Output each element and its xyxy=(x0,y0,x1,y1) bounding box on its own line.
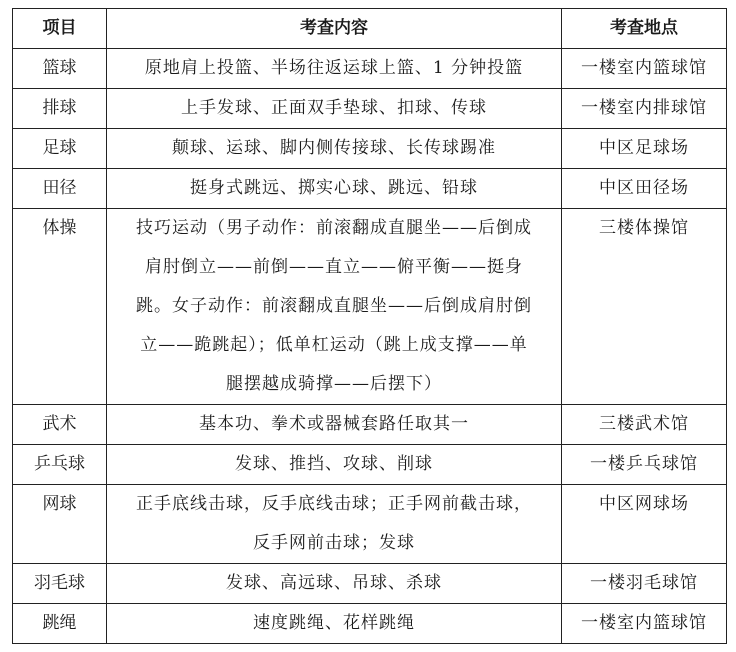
cell-place: 中区网球场 xyxy=(562,485,727,564)
cell-place: 一楼乒乓球馆 xyxy=(562,445,727,485)
cell-content xyxy=(107,604,562,644)
cell-place: 中区田径场 xyxy=(562,169,727,209)
cell-item: 篮球 xyxy=(13,49,107,89)
cell-content xyxy=(107,169,562,209)
content-line: 跳。女子动作：前滚翻成直腿坐——后倒成肩肘倒 xyxy=(136,296,532,316)
cell-place: 一楼羽毛球馆 xyxy=(562,564,727,604)
cell-item: 羽毛球 xyxy=(13,564,107,604)
cell-place: 一楼室内篮球馆 xyxy=(562,604,727,644)
content-line: 发球、高远球、吊球、杀球 xyxy=(226,573,442,593)
content-line: 上手发球、正面双手垫球、扣球、传球 xyxy=(181,98,487,118)
cell-item: 田径 xyxy=(13,169,107,209)
table-row xyxy=(13,604,727,644)
table-row xyxy=(13,485,727,564)
cell-item: 体操 xyxy=(13,209,107,405)
cell-content xyxy=(107,49,562,89)
header-item: 项目 xyxy=(13,9,107,49)
cell-item: 足球 xyxy=(13,129,107,169)
cell-place: 一楼室内篮球馆 xyxy=(562,49,727,89)
content-line: 原地肩上投篮、半场往返运球上篮、1 分钟投篮 xyxy=(144,58,524,78)
cell-item: 乒乓球 xyxy=(13,445,107,485)
cell-content xyxy=(107,445,562,485)
content-line: 速度跳绳、花样跳绳 xyxy=(253,613,415,633)
cell-place: 三楼体操馆 xyxy=(562,209,727,405)
content-line: 肩肘倒立——前倒——直立——俯平衡——挺身 xyxy=(145,257,523,277)
table-row xyxy=(13,445,727,485)
content-line: 技巧运动（男子动作：前滚翻成直腿坐——后倒成 xyxy=(136,218,532,238)
table-row xyxy=(13,169,727,209)
table-row xyxy=(13,49,727,89)
content-line: 腿摆越成骑撑——后摆下） xyxy=(226,374,442,394)
content-line: 正手底线击球，反手底线击球；正手网前截击球， xyxy=(136,494,532,514)
cell-content xyxy=(107,405,562,445)
cell-content xyxy=(107,89,562,129)
cell-place: 三楼武术馆 xyxy=(562,405,727,445)
exam-table-container xyxy=(12,8,727,644)
table-body xyxy=(13,49,727,644)
header-row xyxy=(13,9,727,49)
content-line: 基本功、拳术或器械套路任取其一 xyxy=(199,414,469,434)
table-row xyxy=(13,405,727,445)
cell-item: 跳绳 xyxy=(13,604,107,644)
cell-item: 排球 xyxy=(13,89,107,129)
content-line: 发球、推挡、攻球、削球 xyxy=(235,454,433,474)
content-line: 反手网前击球；发球 xyxy=(253,533,415,553)
table-row xyxy=(13,209,727,405)
cell-item: 武术 xyxy=(13,405,107,445)
header-content: 考查内容 xyxy=(107,9,562,49)
cell-content xyxy=(107,209,562,405)
content-line: 颠球、运球、脚内侧传接球、长传球踢准 xyxy=(172,138,496,158)
cell-place: 一楼室内排球馆 xyxy=(562,89,727,129)
table-row xyxy=(13,89,727,129)
header-place: 考查地点 xyxy=(562,9,727,49)
content-line: 立——跪跳起）；低单杠运动（跳上成支撑——单 xyxy=(140,335,528,355)
exam-table xyxy=(12,8,727,644)
cell-place: 中区足球场 xyxy=(562,129,727,169)
table-row xyxy=(13,564,727,604)
cell-content xyxy=(107,129,562,169)
cell-content xyxy=(107,485,562,564)
cell-content xyxy=(107,564,562,604)
table-row xyxy=(13,129,727,169)
cell-item: 网球 xyxy=(13,485,107,564)
content-line: 挺身式跳远、掷实心球、跳远、铅球 xyxy=(190,178,478,198)
